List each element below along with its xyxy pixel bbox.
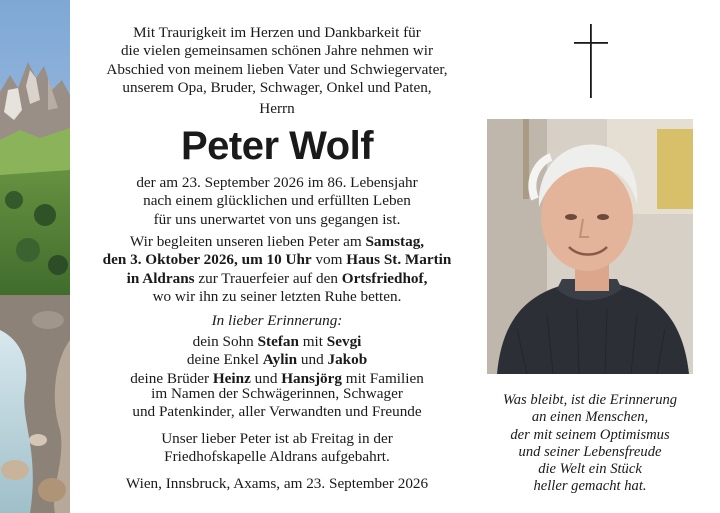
death-text xyxy=(90,174,464,229)
memorial-quote xyxy=(483,392,697,496)
intro-line: Abschied von meinem lieben Vater und Schwiegervater, xyxy=(106,60,448,78)
family-text: deine Enkel xyxy=(186,351,263,369)
family-text: deine Brüder xyxy=(130,369,213,387)
family-text: und xyxy=(250,369,282,387)
funeral-text: zur Trauerfeier auf den xyxy=(194,269,342,287)
family-name: Hansjörg xyxy=(281,369,342,387)
funeral-day: Samstag, xyxy=(365,233,425,250)
funeral-line-3 xyxy=(90,270,464,288)
quote-line: die Welt ein Stück xyxy=(538,461,642,478)
wake-line: Unser lieber Peter ist ab Freitag in der xyxy=(161,430,393,447)
funeral-text: Wir begleiten unseren lieben Peter am xyxy=(129,233,366,250)
cross-icon xyxy=(574,24,608,98)
quote-line: an einen Menschen, xyxy=(531,409,649,426)
intro-line: unserem Opa, Bruder, Schwager, Onkel und Paten, xyxy=(122,79,432,97)
intro-line: Mit Traurigkeit im Herzen und Dankbarkeit für xyxy=(133,24,421,41)
memory-heading: In lieber Erinnerung: xyxy=(211,312,343,329)
deceased-name: Peter Wolf xyxy=(180,124,374,168)
funeral-details xyxy=(90,233,464,307)
relatives-line: und Patenkinder, aller Verwandten und Freunde xyxy=(132,403,422,421)
quote-line: der mit seinem Optimismus xyxy=(510,426,670,443)
intro-line: die vielen gemeinsamen schönen Jahre nehmen wir xyxy=(120,42,434,60)
wake-line: Friedhofskapelle Aldrans aufgebahrt. xyxy=(164,448,390,466)
funeral-line-2 xyxy=(90,251,464,269)
quote-line: Was bleibt, ist die Erinnerung xyxy=(502,392,678,408)
family-text: dein Sohn xyxy=(192,333,258,350)
family-name: Stefan xyxy=(257,333,299,350)
family-son xyxy=(90,333,464,351)
family-text: mit xyxy=(298,333,327,350)
funeral-venue: Haus St. Martin xyxy=(346,251,452,269)
family-text: und xyxy=(297,351,328,369)
intro-text xyxy=(90,24,464,98)
funeral-date-time: den 3. Oktober 2026, um 10 Uhr xyxy=(102,251,312,269)
relatives-text xyxy=(90,385,464,422)
portrait-photo xyxy=(487,119,693,374)
family-grandchildren xyxy=(90,351,464,369)
family-members xyxy=(90,333,464,388)
family-text: mit Familien xyxy=(341,369,424,387)
wake-text xyxy=(90,430,464,467)
death-line: für uns unerwartet von uns gegangen ist. xyxy=(153,210,401,228)
death-line: der am 23. September 2026 im 86. Lebensjahr xyxy=(136,174,418,191)
relatives-line: im Namen der Schwägerinnen, Schwager xyxy=(151,385,403,402)
quote-line: und seiner Lebensfreude xyxy=(518,443,662,460)
family-name: Jakob xyxy=(327,351,368,369)
funeral-line-1 xyxy=(90,233,464,251)
funeral-cemetery: Ortsfriedhof, xyxy=(341,269,428,287)
funeral-line-4: wo wir ihn zu seiner letzten Ruhe betten. xyxy=(152,288,402,306)
family-name: Sevgi xyxy=(326,333,362,350)
salutation: Herrn xyxy=(259,100,295,117)
place-date: Wien, Innsbruck, Axams, am 23. September 2026 xyxy=(125,475,429,492)
mountain-landscape-image xyxy=(0,0,70,513)
family-name: Aylin xyxy=(262,351,298,369)
funeral-town: in Aldrans xyxy=(126,269,195,287)
quote-line: heller gemacht hat. xyxy=(533,478,647,495)
funeral-text: vom xyxy=(311,251,347,269)
family-name: Heinz xyxy=(212,369,251,387)
death-line: nach einem glücklichen und erfüllten Leben xyxy=(143,192,411,210)
